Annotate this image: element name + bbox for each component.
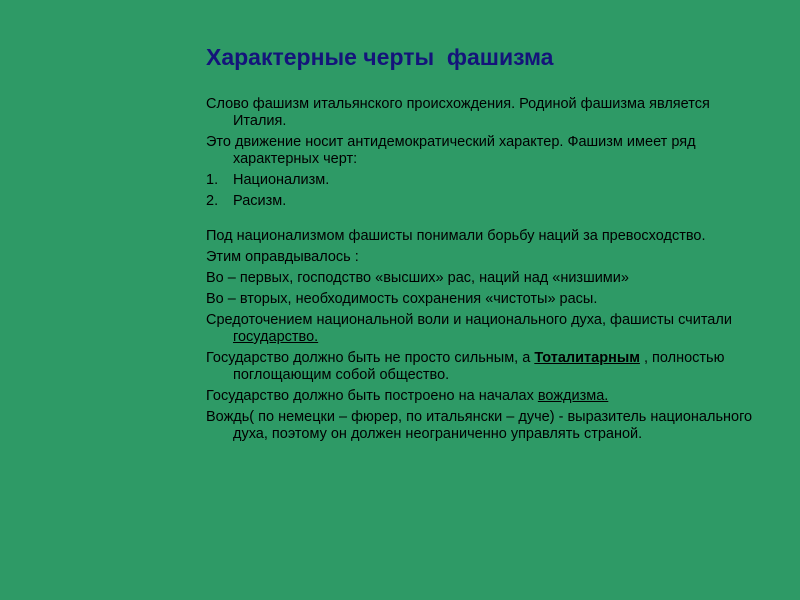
paragraph-leaderism: [206, 388, 766, 405]
slide-body: [206, 96, 766, 447]
list-text: Национализм.: [233, 172, 330, 188]
paragraph-origin: Слово фашизм итальянского происхождения. Родиной фашизма является Италия.: [206, 96, 710, 129]
paragraph-totalitarian: [206, 350, 766, 384]
bold-underlined-text: Тоталитарным: [534, 350, 640, 366]
paragraph-justified: Этим оправдывалось :: [206, 249, 359, 265]
text: Государство должно быть не просто сильным, а: [206, 350, 535, 366]
list-number: 2.: [206, 193, 219, 209]
paragraph-first: Во – первых, господство «высших» рас, наций над «низшими»: [206, 270, 629, 286]
underlined-text: государство.: [233, 329, 319, 345]
list-number: 1.: [206, 172, 219, 188]
paragraph-state: [206, 312, 766, 346]
paragraph-second: Во – вторых, необходимость сохранения «чистоты» расы.: [206, 291, 598, 307]
paragraph-leader: Вождь( по немецки – фюрер, по итальянски – дуче) - выразитель национального духа, поэтому он должен неограниченно управлять страной.: [206, 409, 753, 442]
list-item-nationalism: [206, 172, 766, 189]
underlined-text: вождизма.: [537, 388, 609, 404]
text: Средоточением национальной воли и национального духа, фашисты считали: [206, 312, 732, 328]
text: , полностью поглощающим собой общество.: [233, 350, 725, 383]
text: Государство должно быть построено на началах: [206, 388, 538, 404]
list-item-racism: [206, 193, 766, 210]
slide-title: Характерные черты фашизма: [206, 44, 554, 70]
paragraph-nationalism-definition: Под национализмом фашисты понимали борьбу наций за превосходство.: [206, 228, 706, 244]
paragraph-movement: Это движение носит антидемократический характер. Фашизм имеет ряд характерных черт:: [206, 134, 696, 167]
list-text: Расизм.: [233, 193, 287, 209]
